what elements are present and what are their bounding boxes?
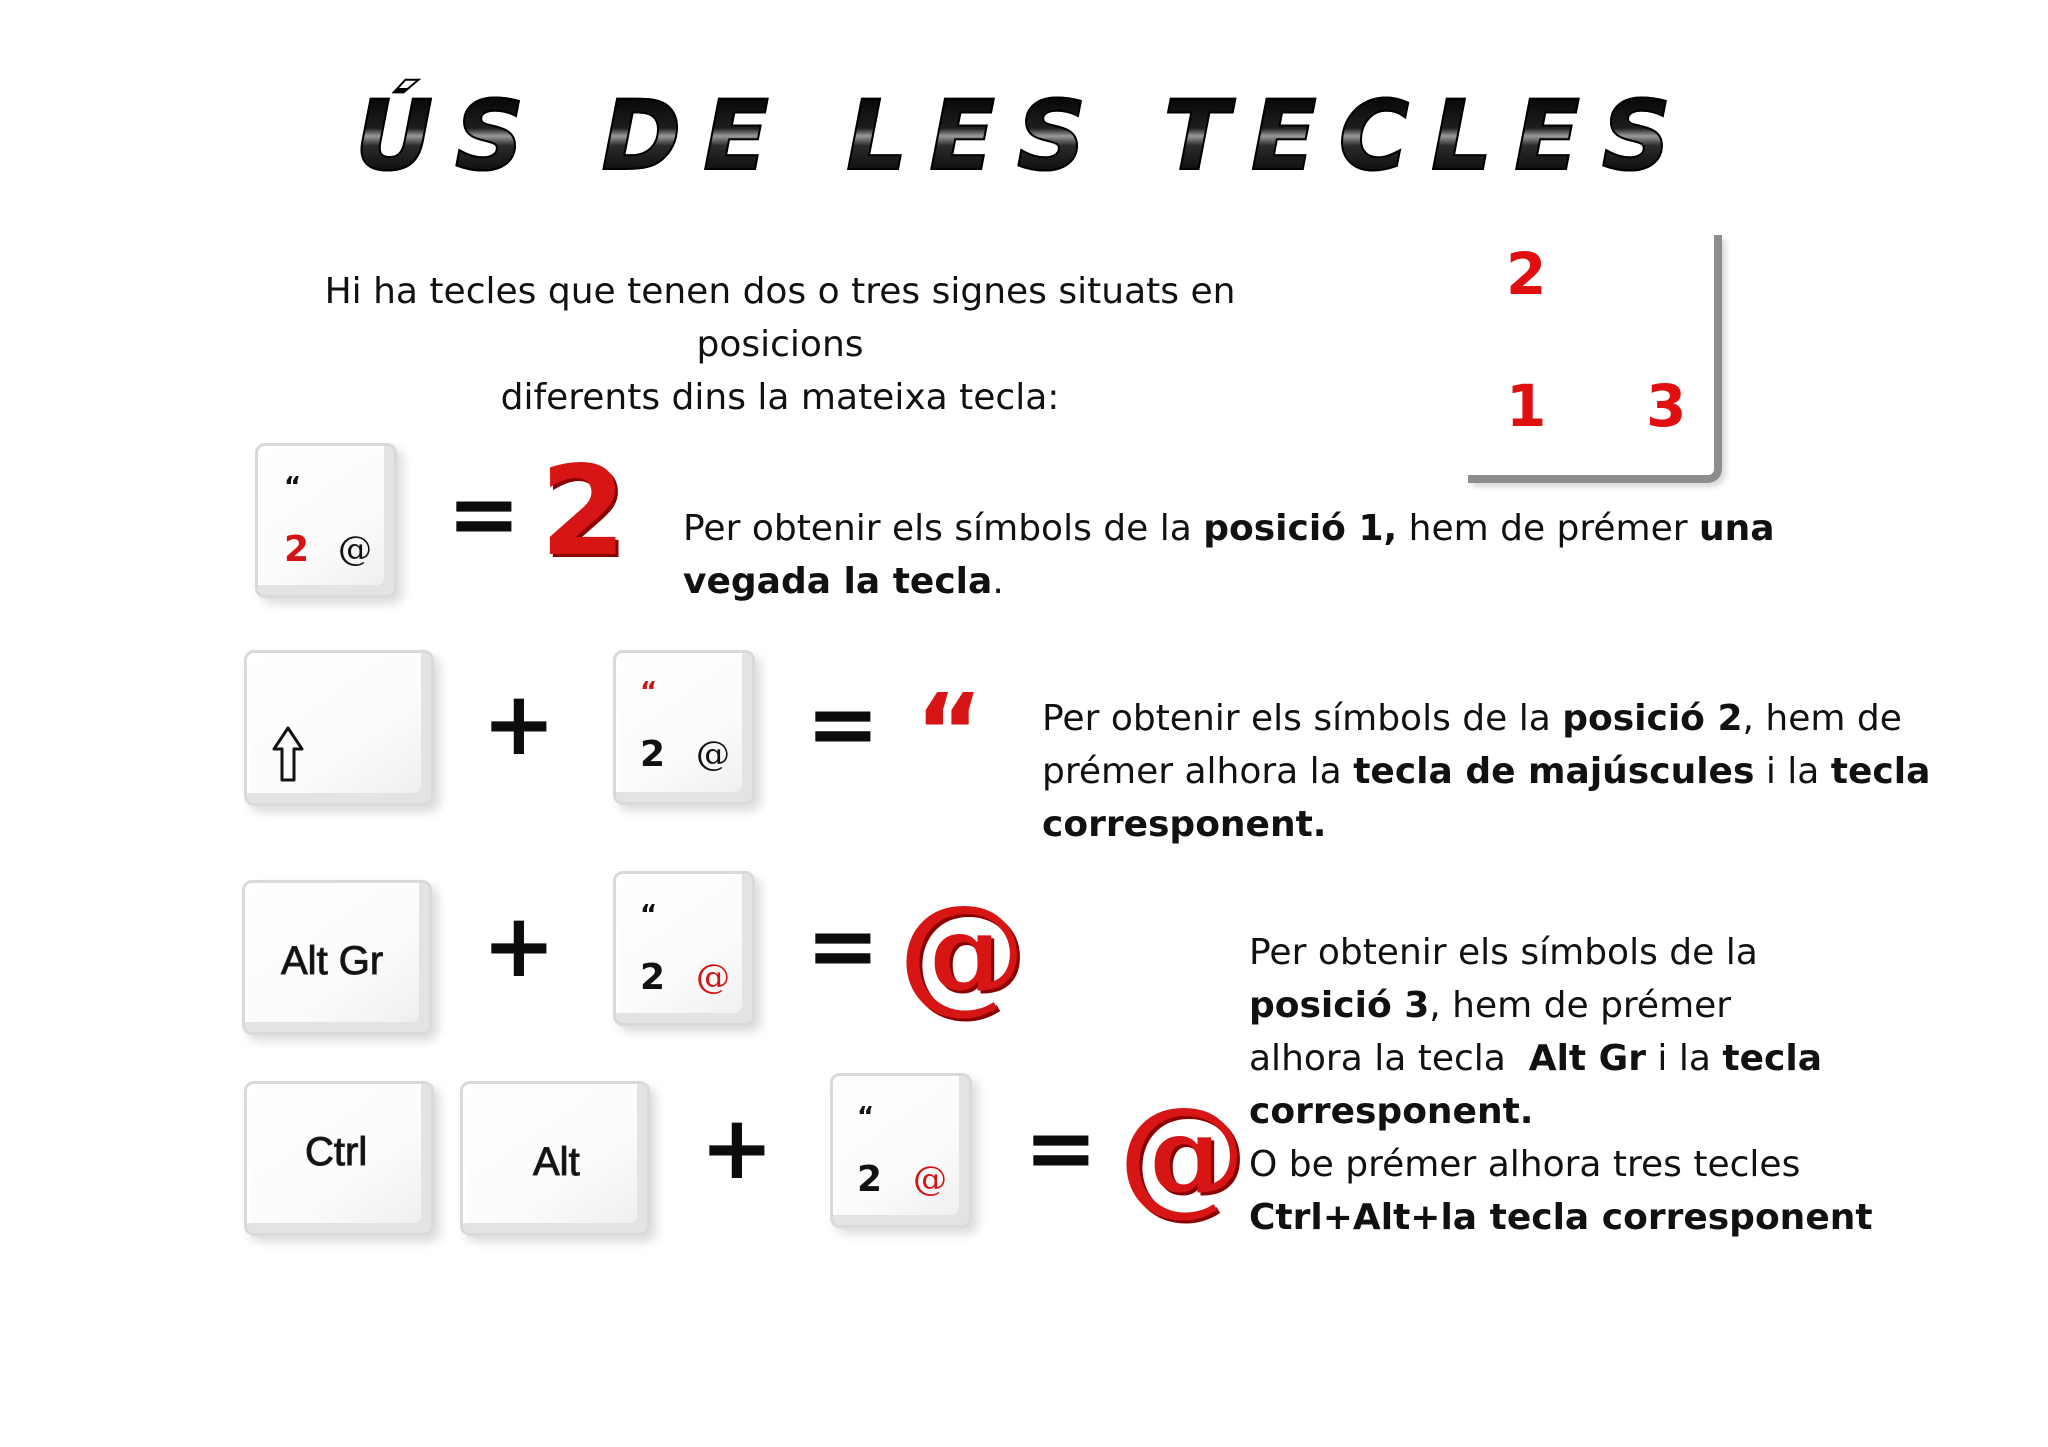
key-quote-symbol: “ (640, 900, 658, 930)
position-1-text: Per obtenir els símbols de la posició 1, hem de prémer una vegada la tecla. (683, 508, 1775, 602)
key-at-symbol: @ (913, 1159, 947, 1199)
result-2: 2 (540, 440, 627, 584)
key-quote-symbol: “ (284, 472, 302, 502)
key-two-symbol: 2 (284, 529, 310, 570)
legend-position-2: 2 (1506, 240, 1547, 308)
key-two-symbol: 2 (857, 1159, 883, 1200)
shift-arrow-icon (271, 725, 305, 783)
plus-sign: + (482, 672, 556, 775)
key-two-symbol: 2 (640, 734, 666, 775)
position-legend-key (1468, 235, 1722, 483)
key-2-row3[interactable] (613, 871, 755, 1026)
result-at: @ (898, 877, 1026, 1027)
position-3-text: Per obtenir els símbols de la posició 3, hem de prémer alhora la tecla Alt Gr i la tecla corresponent. O be prémer alhora tres tecles Ctrl+Alt+la tecla corresponent (1249, 932, 1873, 1238)
key-two-symbol: 2 (640, 957, 666, 998)
alt-key-label: Alt (533, 1140, 580, 1184)
equals-sign: = (806, 672, 880, 775)
key-quote-symbol: “ (640, 677, 658, 707)
altgr-key-label: Alt Gr (281, 939, 384, 983)
result-at: @ (1118, 1079, 1246, 1229)
ctrl-key[interactable] (244, 1081, 434, 1236)
equals-sign: = (1024, 1096, 1098, 1199)
legend-position-3: 3 (1646, 372, 1687, 440)
page-title: ÚS DE LES TECLES (0, 88, 2048, 184)
alt-key[interactable] (460, 1081, 650, 1236)
result-quote: “ (915, 671, 984, 793)
key-2-row1[interactable] (255, 443, 397, 598)
ctrl-key-label: Ctrl (305, 1130, 368, 1174)
intro-line-2: diferents dins la mateixa tecla: (500, 377, 1060, 418)
legend-position-1: 1 (1506, 372, 1547, 440)
key-at-symbol: @ (696, 957, 730, 997)
altgr-key[interactable] (242, 880, 432, 1035)
key-at-symbol: @ (338, 529, 372, 569)
equals-sign: = (447, 462, 521, 565)
plus-sign: + (700, 1096, 774, 1199)
shift-key[interactable] (244, 650, 434, 806)
key-at-symbol: @ (696, 734, 730, 774)
key-quote-symbol: “ (857, 1102, 875, 1132)
key-2-row4[interactable] (830, 1073, 972, 1228)
plus-sign: + (482, 894, 556, 997)
intro-text (240, 265, 1320, 424)
equals-sign: = (806, 894, 880, 997)
key-2-row2[interactable] (613, 650, 755, 805)
position-2-text: Per obtenir els símbols de la posició 2, hem de prémer alhora la tecla de majúscules i la tecla corresponent. (1042, 698, 1931, 845)
intro-line-1: Hi ha tecles que tenen dos o tres signes situats en posicions (324, 271, 1236, 365)
